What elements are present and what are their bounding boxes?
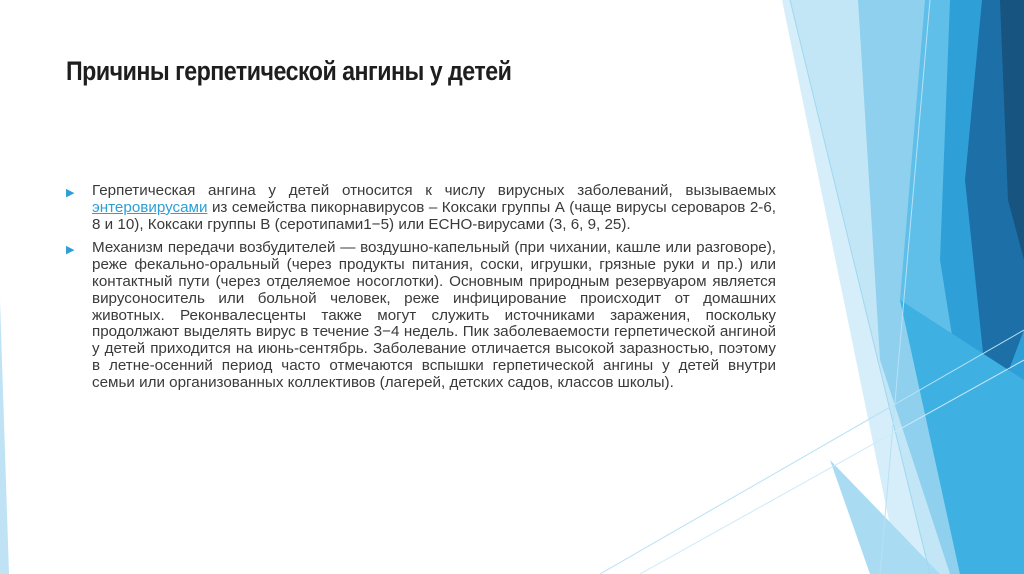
left-accent-shape bbox=[0, 300, 9, 574]
bullet-text bbox=[92, 183, 776, 233]
bullet-text: Механизм передачи возбудителей — воздушно-капельный (при чихании, кашле или разговоре), реже фекально-оральный (через продукты питания, соски, игрушки, грязные руки и пр.) или контактный пути (через отделяемое носоглотки). Основным природным резервуаром является вирусоноситель или больной человек, реже инфицирование происходит от домашних животных. Реконвалесценты также могут служить источниками заражения, поскольку продолжают выделять вирус в течение 3−4 недель. Пик заболеваемости герпетической ангиной у детей приходится на июнь-сентябрь. Заболевание отличается высокой заразностью, поэтому в летне-осенний период часто отмечаются вспышки герпетической ангины у детей внутри семьи или организованных коллективов (лагерей, детских садов, классов школы). bbox=[92, 239, 776, 391]
bullet-item bbox=[66, 183, 776, 233]
bullet-text-before-link: Герпетическая ангина у детей относится к числу вирусных заболеваний, вызываемых bbox=[92, 182, 776, 199]
triangle-right-icon: ▶ bbox=[66, 187, 75, 199]
bullet-item bbox=[66, 240, 776, 391]
triangle-right-icon: ▶ bbox=[66, 244, 75, 257]
enteroviruses-link[interactable]: энтеровирусами bbox=[92, 198, 208, 216]
bullet-text-after-link: из семейства пикорнавирусов – Коксаки группы А (чаще вирусы сероваров 2-6, 8 и 10), Коксаки группы В (серотипами1−5) или ЕСНО-вирусами (3, 6, 9, 25). bbox=[92, 198, 776, 233]
bullet-list bbox=[66, 183, 776, 399]
slide-title: Причины герпетической ангины у детей bbox=[66, 56, 512, 86]
